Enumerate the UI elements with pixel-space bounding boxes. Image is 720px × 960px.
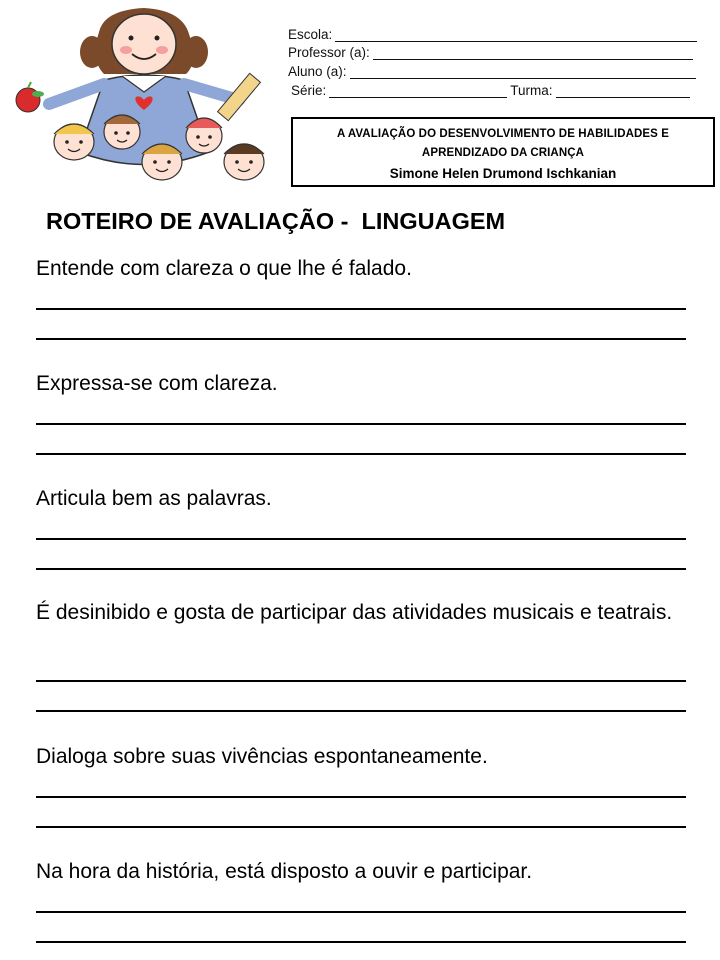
school-field xyxy=(288,27,697,42)
grade-class-field xyxy=(291,83,690,98)
school-label: Escola: xyxy=(288,27,333,42)
answer-line-2a[interactable] xyxy=(36,423,686,425)
question-5: Dialoga sobre suas vivências espontaneamente. xyxy=(36,745,488,768)
box-title-line1: A AVALIAÇÃO DO DESENVOLVIMENTO DE HABILIDADES E xyxy=(336,128,670,140)
box-author: Simone Helen Drumond Ischkanian xyxy=(389,166,617,181)
teacher-field xyxy=(288,45,693,60)
student-input-line[interactable] xyxy=(350,67,696,79)
school-input-line[interactable] xyxy=(335,30,697,42)
answer-line-6b[interactable] xyxy=(36,941,686,943)
answer-line-1b[interactable] xyxy=(36,338,686,340)
teacher-children-illustration xyxy=(4,2,284,192)
teacher-input-line[interactable] xyxy=(373,48,693,60)
answer-line-2b[interactable] xyxy=(36,453,686,455)
question-4: É desinibido e gosta de participar das atividades musicais e teatrais. xyxy=(36,601,673,624)
page-title: ROTEIRO DE AVALIAÇÃO - LINGUAGEM xyxy=(46,208,506,234)
answer-line-5b[interactable] xyxy=(36,826,686,828)
student-field xyxy=(288,64,696,79)
grade-label: Série: xyxy=(291,83,327,98)
answer-line-6a[interactable] xyxy=(36,911,686,913)
answer-line-4b[interactable] xyxy=(36,710,686,712)
question-2: Expressa-se com clareza. xyxy=(36,372,278,395)
answer-line-3a[interactable] xyxy=(36,538,686,540)
question-6: Na hora da história, está disposto a ouvir e participar. xyxy=(36,860,533,883)
box-title-line2: APRENDIZADO DA CRIANÇA xyxy=(421,147,585,159)
question-3: Articula bem as palavras. xyxy=(36,487,272,510)
question-1: Entende com clareza o que lhe é falado. xyxy=(36,257,412,280)
answer-line-4a[interactable] xyxy=(36,680,686,682)
grade-input-line[interactable] xyxy=(329,86,507,98)
teacher-label: Professor (a): xyxy=(288,45,370,60)
answer-line-3b[interactable] xyxy=(36,568,686,570)
student-label: Aluno (a): xyxy=(288,64,347,79)
class-input-line[interactable] xyxy=(556,86,690,98)
answer-line-1a[interactable] xyxy=(36,308,686,310)
assessment-title-box xyxy=(291,117,715,187)
answer-line-5a[interactable] xyxy=(36,796,686,798)
class-label: Turma: xyxy=(510,83,553,98)
